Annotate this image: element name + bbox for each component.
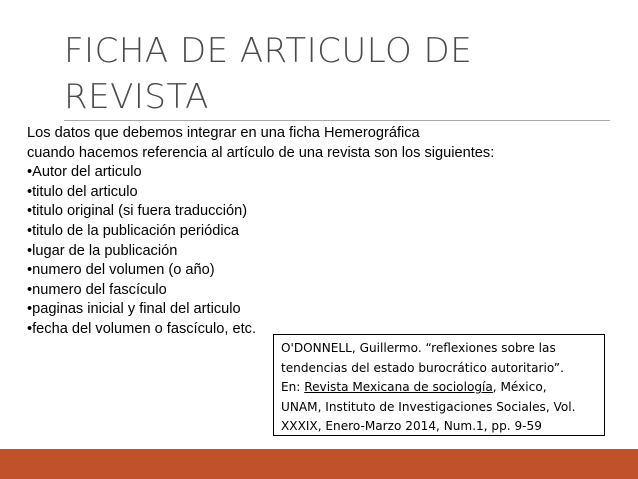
bullet-item: •numero del fascículo	[27, 281, 167, 298]
bullet-item: •titulo de la publicación periódica	[27, 222, 239, 239]
slide-title	[64, 28, 584, 120]
citation-line-1: O'DONNELL, Guillermo. “reflexiones sobre las	[281, 341, 556, 355]
bullet-item: •fecha del volumen o fascículo, etc.	[27, 320, 257, 337]
title-divider	[64, 120, 610, 121]
bullet-item: •Autor del articulo	[27, 164, 142, 181]
slide-title-line-2: REVISTA	[64, 77, 209, 117]
citation-line-5: XXXIX, Enero-Marzo 2014, Num.1, pp. 9-59	[281, 419, 542, 433]
bullet-item: •titulo original (si fuera traducción)	[27, 203, 248, 220]
bottom-accent-bar	[0, 449, 638, 479]
bullet-item: •lugar de la publicación	[27, 242, 178, 259]
bullet-item: •numero del volumen (o año)	[27, 262, 215, 279]
bullet-item: •paginas inicial y final del articulo	[27, 301, 241, 318]
citation-line-2: tendencias del estado burocrático autoritario”.	[281, 360, 564, 375]
intro-line-2: cuando hacemos referencia al artículo de una revista son los siguientes:	[27, 144, 495, 161]
body-text	[27, 124, 617, 340]
slide-title-line-1: FICHA DE ARTICULO DE	[64, 31, 473, 71]
citation-suffix: , México,	[492, 380, 547, 394]
intro-line-1: Los datos que debemos integrar en una ficha Hemerográfica	[27, 125, 420, 141]
citation-prefix: En:	[281, 380, 305, 394]
citation-line-3	[281, 378, 598, 398]
citation-box	[273, 334, 605, 436]
journal-link[interactable]: Revista Mexicana de sociología	[304, 380, 493, 394]
citation-line-4: UNAM, Instituto de Investigaciones Sociales, Vol.	[281, 399, 576, 414]
bullet-item: •titulo del articulo	[27, 183, 138, 200]
